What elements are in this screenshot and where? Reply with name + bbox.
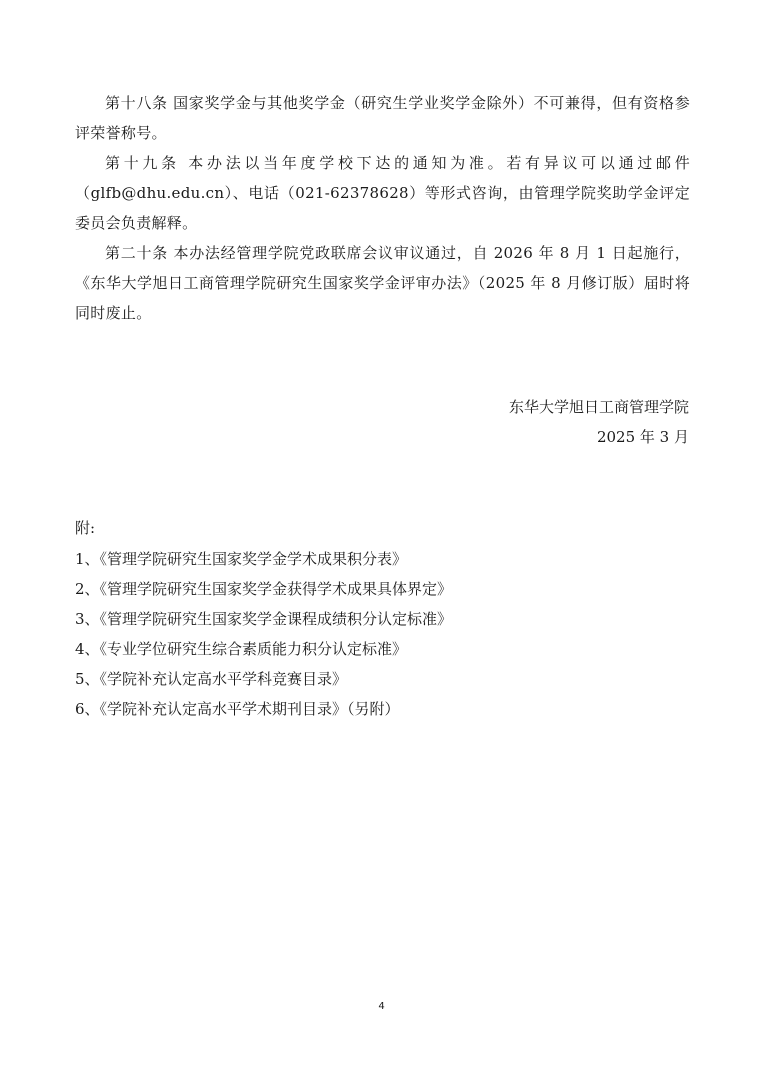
attachment-item: 5、《学院补充认定高水平学科竞赛目录》 [75,670,348,688]
article-18: 第十八条 国家奖学金与其他奖学金（研究生学业奖学金除外）不可兼得，但有资格参评荣誉称号。 [75,94,690,142]
attachment-item: 2、《管理学院研究生国家奖学金获得学术成果具体界定》 [75,580,453,598]
attachment-item: 6、《学院补充认定高水平学术期刊目录》（另附） [75,700,400,718]
attachment-item: 3、《管理学院研究生国家奖学金课程成绩积分认定标准》 [75,610,453,628]
article-18-block [75,88,690,148]
attachments-heading: 附: [75,519,96,537]
article-20-block [75,238,690,328]
page-number: 4 [378,1001,385,1012]
attachments-list [75,544,452,724]
signature-organization: 东华大学旭日工商管理学院 [508,398,689,416]
attachment-item: 4、《专业学位研究生综合素质能力积分认定标准》 [75,640,408,658]
attachment-item: 1、《管理学院研究生国家奖学金学术成果积分表》 [75,550,408,568]
article-19: 第十九条 本办法以当年度学校下达的通知为准。若有异议可以通过邮件（glfb@dhu.edu.cn）、电话（021-62378628）等形式咨询，由管理学院奖助学金评定委员会负责解释。 [75,154,690,232]
article-19-block [75,148,690,238]
article-20: 第二十条 本办法经管理学院党政联席会议审议通过，自 2026 年 8 月 1 日起施行，《东华大学旭日工商管理学院研究生国家奖学金评审办法》（2025 年 8 月修订版）届时将同时废止。 [75,244,690,322]
signature-date: 2025 年 3 月 [596,428,689,446]
